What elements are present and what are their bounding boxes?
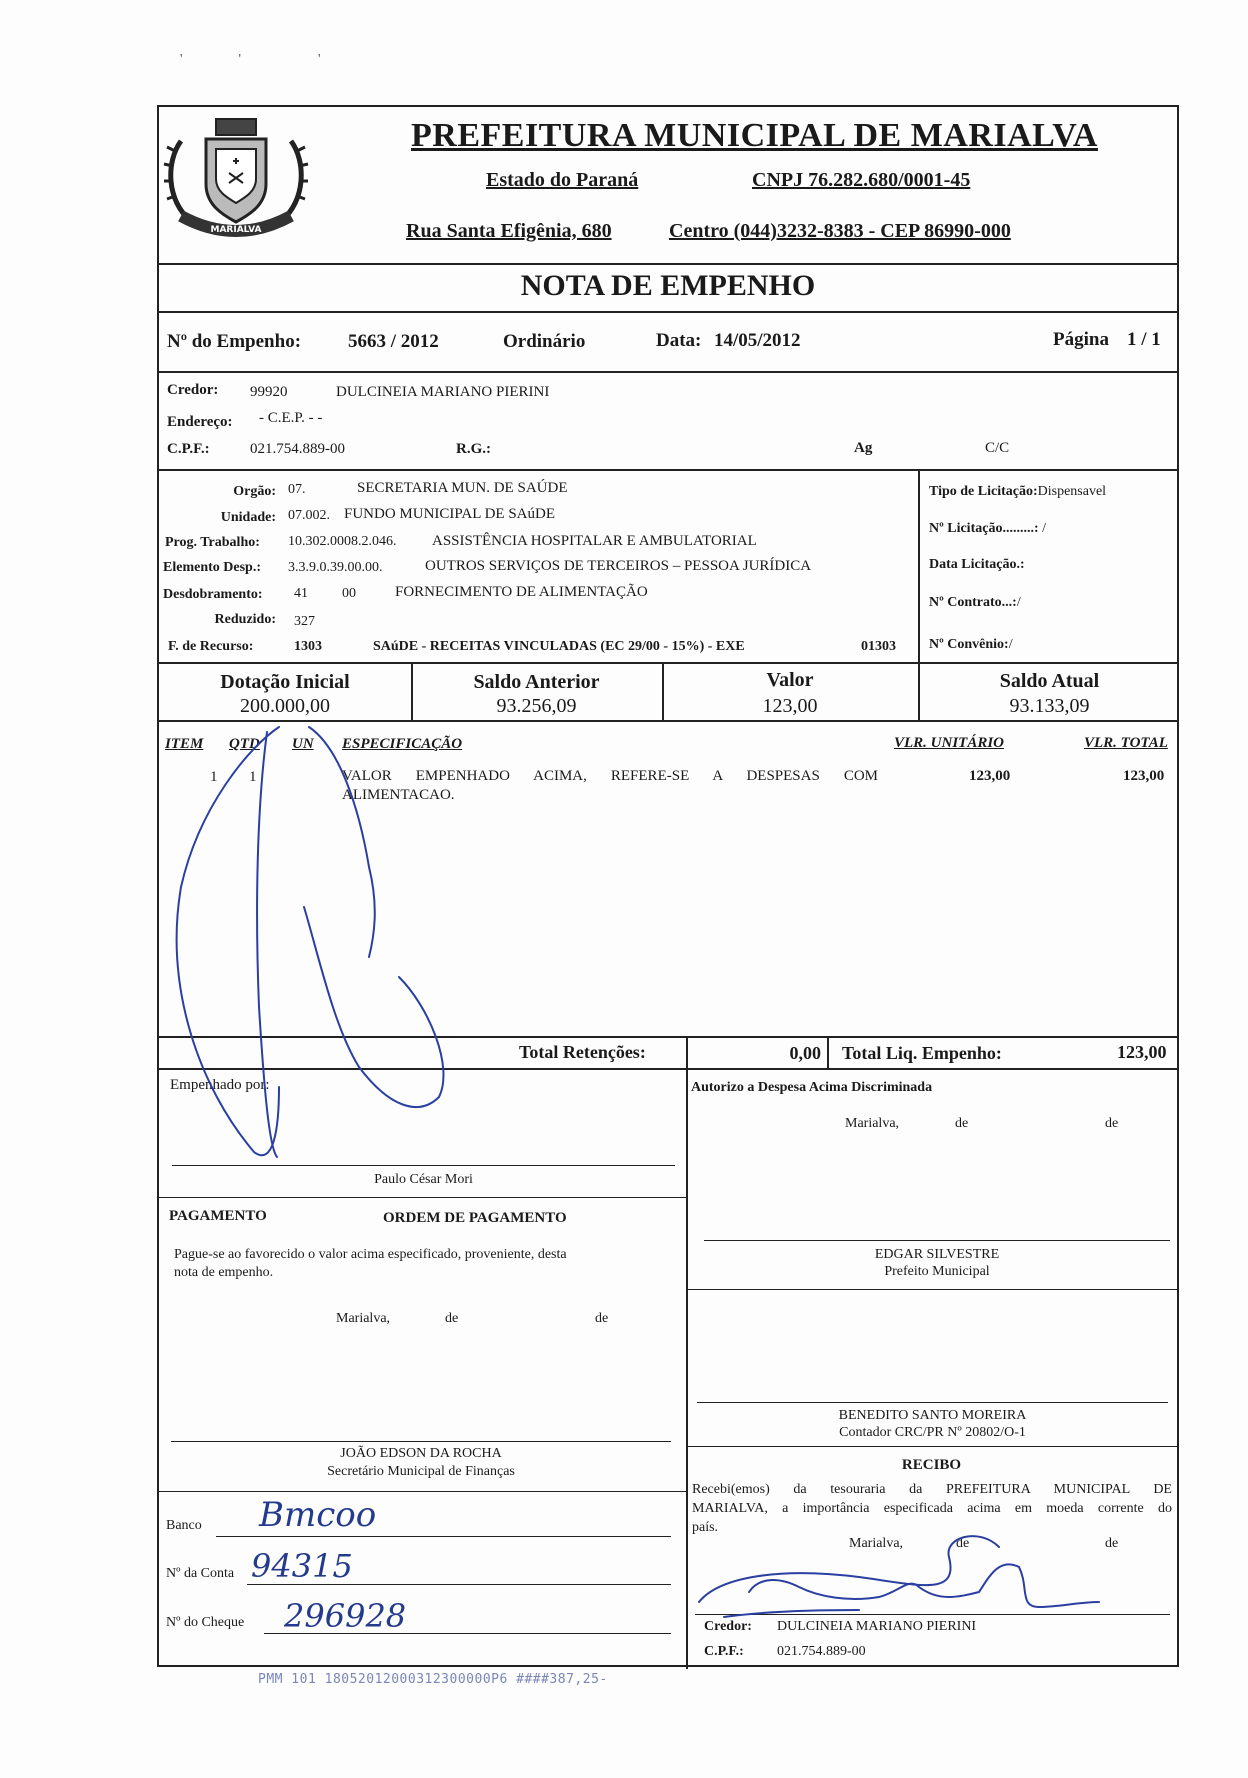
empenho-number: 5663 / 2012	[348, 331, 439, 352]
header-contact: Centro (044)3232-8383 - CEP 86990-000	[669, 220, 1011, 242]
prog-code: 10.302.0008.2.046.	[288, 534, 397, 549]
secretario-cargo: Secretário Municipal de Finanças	[327, 1464, 515, 1479]
header-state: Estado do Paraná	[486, 169, 639, 191]
elemento-code: 3.3.9.0.39.00.00.	[288, 560, 383, 575]
rg-label: R.G.:	[456, 441, 491, 457]
empenho-date: 14/05/2012	[714, 330, 801, 351]
svg-text:MARIALVA: MARIALVA	[210, 225, 262, 235]
liquido-value: 123,00	[1117, 1042, 1167, 1062]
recurso-code: 1303	[294, 639, 322, 654]
conta-label: Nº da Conta	[166, 1566, 235, 1581]
recibo-texto3: país.	[692, 1520, 719, 1535]
endereco-value: - C.E.P. - -	[259, 410, 323, 426]
reduzido-value: 327	[294, 614, 315, 629]
handwritten-signatures-icon	[159, 107, 1177, 1665]
empenhado-label: Empenhado por:	[170, 1077, 270, 1093]
recibo-local: Marialva,	[849, 1536, 904, 1551]
empenho-date-label: Data:	[656, 330, 702, 351]
col-item: ITEM	[165, 736, 204, 752]
row-qtd: 1	[249, 769, 257, 785]
valor-value: 123,00	[762, 695, 818, 717]
credor-name: DULCINEIA MARIANO PIERINI	[336, 384, 550, 400]
prefeito-nome: EDGAR SILVESTRE	[874, 1247, 1000, 1262]
prog-label: Prog. Trabalho:	[165, 535, 260, 550]
desdobramento-code2: 00	[342, 586, 356, 601]
row-espec-line2: ALIMENTACAO.	[342, 787, 455, 803]
credor-code: 99920	[250, 384, 288, 400]
col-qtd: QTD	[229, 736, 260, 752]
cc-label: C/C	[985, 440, 1010, 456]
recurso-code2: 01303	[861, 639, 896, 654]
orgao-label: Orgão:	[233, 484, 276, 499]
recibo-credor: DULCINEIA MARIANO PIERINI	[777, 1619, 977, 1634]
contador-nome: BENEDITO SANTO MOREIRA	[838, 1408, 1027, 1423]
autorizo-de2: de	[1105, 1116, 1119, 1131]
col-valor-unitario: VLR. UNITÁRIO	[894, 735, 1005, 751]
saldo-atual-value: 93.133,09	[1009, 695, 1090, 717]
prefeito-cargo: Prefeito Municipal	[884, 1264, 990, 1279]
header-address: Rua Santa Efigênia, 680	[406, 220, 612, 242]
pagamento-texto2: nota de empenho.	[174, 1265, 274, 1280]
cheque-label: Nº do Cheque	[166, 1615, 245, 1630]
recibo-label: RECIBO	[901, 1457, 962, 1473]
ordem-pagamento-label: ORDEM DE PAGAMENTO	[383, 1210, 567, 1226]
scan-marks: ' ' '	[180, 52, 321, 67]
col-valor-total: VLR. TOTAL	[1084, 735, 1168, 751]
prog-name: ASSISTÊNCIA HOSPITALAR E AMBULATORIAL	[432, 533, 757, 549]
ag-label: Ag	[854, 440, 873, 456]
page-label: Página	[1053, 329, 1109, 350]
retencoes-label: Total Retenções:	[519, 1042, 646, 1062]
autorizo-de1: de	[955, 1116, 969, 1131]
contador-cargo: Contador CRC/PR Nº 20802/O-1	[839, 1425, 1026, 1440]
valor-label: Valor	[766, 669, 814, 691]
numero-contrato: Nº Contrato...:/	[929, 595, 1021, 610]
desdobramento-code1: 41	[294, 586, 308, 601]
recibo-cpf: 021.754.889-00	[777, 1644, 866, 1659]
empenho-number-label: Nº do Empenho:	[167, 331, 302, 352]
pagamento-label: PAGAMENTO	[169, 1208, 267, 1224]
retencoes-value: 0,00	[789, 1043, 821, 1063]
liquido-label: Total Liq. Empenho:	[842, 1043, 1002, 1063]
banco-handwritten: Bmcoo	[259, 1495, 377, 1535]
recurso-name: SAúDE - RECEITAS VINCULADAS (EC 29/00 - 15%) - EXE	[373, 639, 745, 654]
row-valor-unitario: 123,00	[969, 768, 1011, 784]
orgao-name: SECRETARIA MUN. DE SAÚDE	[357, 480, 568, 496]
recibo-texto2: MARIALVA, a importância especificada acima em moeda corrente do	[692, 1501, 1172, 1516]
numero-convenio: Nº Convênio:/	[929, 637, 1013, 652]
desdobramento-label: Desdobramento:	[163, 587, 263, 602]
numero-licitacao: Nº Licitação.........: /	[929, 521, 1046, 536]
unidade-label: Unidade:	[220, 510, 276, 525]
empenho-type: Ordinário	[503, 331, 586, 352]
reduzido-label: Reduzido:	[214, 612, 276, 627]
header-cnpj: CNPJ 76.282.680/0001-45	[752, 169, 971, 191]
cpf-label: C.P.F.:	[167, 441, 210, 457]
page-number: 1 / 1	[1127, 329, 1161, 350]
autorizo-label: Autorizo a Despesa Acima Discriminada	[691, 1080, 933, 1095]
elemento-name: OUTROS SERVIÇOS DE TERCEIROS – PESSOA JURÍDICA	[425, 558, 812, 574]
endereco-label: Endereço:	[167, 414, 233, 430]
secretario-nome: JOÃO EDSON DA ROCHA	[340, 1446, 502, 1461]
recibo-texto1: Recebi(emos) da tesouraria da PREFEITURA MUNICIPAL DE	[692, 1482, 1172, 1497]
recibo-cpf-label: C.P.F.:	[704, 1644, 744, 1659]
autorizo-local: Marialva,	[845, 1116, 900, 1131]
conta-handwritten: 94315	[251, 1547, 353, 1585]
saldo-atual-label: Saldo Atual	[999, 670, 1100, 692]
footer-code: PMM 101 18052012000312300000P6 ####387,25-	[258, 1672, 608, 1687]
saldo-anterior-value: 93.256,09	[496, 695, 577, 717]
nota-de-empenho-form	[157, 105, 1179, 1667]
doc-title: NOTA DE EMPENHO	[520, 269, 816, 302]
unidade-name: FUNDO MUNICIPAL DE SAúDE	[344, 506, 555, 522]
banco-label: Banco	[166, 1518, 202, 1533]
recibo-credor-label: Credor:	[704, 1619, 752, 1634]
unidade-code: 07.002.	[288, 508, 330, 523]
saldo-anterior-label: Saldo Anterior	[473, 671, 600, 693]
recibo-de1: de	[956, 1536, 970, 1551]
row-item: 1	[210, 769, 218, 785]
row-valor-total: 123,00	[1123, 768, 1165, 784]
data-licitacao: Data Licitação.:	[929, 557, 1025, 572]
cheque-handwritten: 296928	[284, 1597, 407, 1635]
elemento-label: Elemento Desp.:	[163, 560, 261, 575]
dotacao-value: 200.000,00	[240, 695, 330, 717]
pagamento-texto1: Pague-se ao favorecido o valor acima especificado, proveniente, desta	[174, 1247, 567, 1262]
pagamento-de2: de	[595, 1311, 609, 1326]
dotacao-label: Dotação Inicial	[220, 671, 350, 693]
col-especificacao: ESPECIFICAÇÃO	[342, 736, 463, 752]
cpf-value: 021.754.889-00	[250, 441, 345, 457]
orgao-code: 07.	[288, 482, 306, 497]
col-un: UN	[292, 736, 314, 752]
pagamento-local: Marialva,	[336, 1311, 391, 1326]
pagamento-de1: de	[445, 1311, 459, 1326]
recibo-de2: de	[1105, 1536, 1119, 1551]
empenhado-nome: Paulo César Mori	[374, 1172, 473, 1187]
recurso-label: F. de Recurso:	[168, 639, 254, 654]
row-espec-line1: VALOR EMPENHADO ACIMA, REFERE-SE A DESPESAS COM	[342, 768, 878, 784]
header-title: PREFEITURA MUNICIPAL DE MARIALVA	[411, 117, 1098, 154]
credor-label: Credor:	[167, 382, 219, 398]
tipo-licitacao: Tipo de Licitação:Dispensavel	[929, 484, 1107, 499]
desdobramento-name: FORNECIMENTO DE ALIMENTAÇÃO	[395, 584, 648, 600]
